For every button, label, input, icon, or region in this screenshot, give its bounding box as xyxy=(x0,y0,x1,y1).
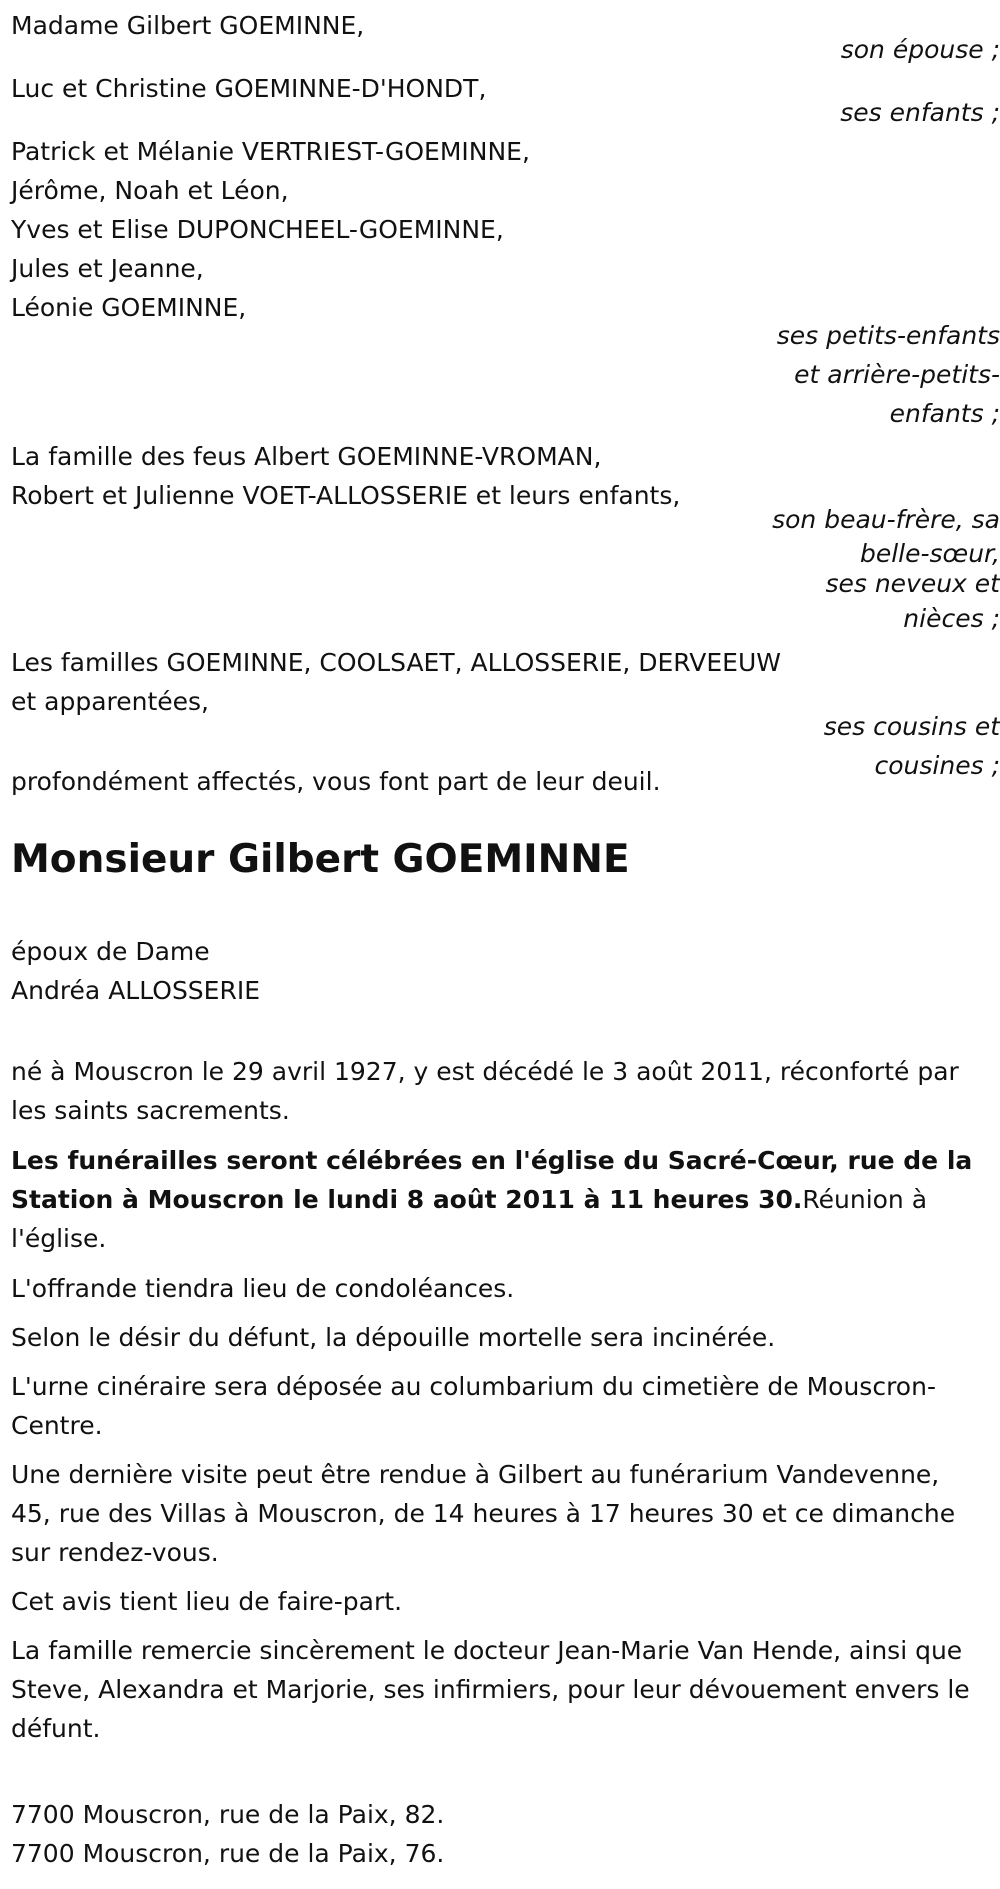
family-line: Les familles GOEMINNE, COOLSAET, ALLOSSERIE, DERVEEUW xyxy=(11,648,781,677)
notice-paragraph: L'urne cinéraire sera déposée au columbarium du cimetière de Mouscron-Centre. xyxy=(11,1372,936,1440)
closing-line: profondément affectés, vous font part de leur deuil. xyxy=(11,767,661,796)
address-line: 7700 Mouscron, rue de la Paix, 76. xyxy=(11,1839,445,1868)
family-line: La famille des feus Albert GOEMINNE-VROMAN, xyxy=(11,442,602,471)
notice-paragraph: Une dernière visite peut être rendue à Gilbert au funérarium Vandevenne, 45, rue des Villas à Mouscron, de 14 heures à 17 heures 30 et ce dimanche sur rendez-vous. xyxy=(11,1460,956,1567)
family-line: Jérôme, Noah et Léon, xyxy=(11,176,289,205)
family-line: Yves et Elise DUPONCHEEL-GOEMINNE, xyxy=(11,215,504,244)
funeral-details: Les funérailles seront célébrées en l'église du Sacré-Cœur, rue de la Station à Mouscron le lundi 8 août 2011 à 11 heures 30. xyxy=(11,1146,973,1214)
relation-label: ses cousins et cousines ; xyxy=(823,712,1000,780)
notice-paragraph: La famille remercie sincèrement le docteur Jean-Marie Van Hende, ainsi que Steve, Alexandra et Marjorie, ses infirmiers, pour leur dévouement envers le défunt. xyxy=(11,1636,970,1743)
birth-death-paragraph: né à Mouscron le 29 avril 1927, y est décédé le 3 août 2011, réconforté par les saints sacrements. xyxy=(11,1057,959,1125)
relation-label: ses enfants ; xyxy=(840,98,1000,127)
funeral-paragraph xyxy=(11,1141,986,1258)
family-line: et apparentées, xyxy=(11,687,209,716)
relation-label: son beau-frère, sa belle-sœur, ses neveux et nièces ; xyxy=(772,505,1000,633)
family-line: Madame Gilbert GOEMINNE, xyxy=(11,11,365,40)
notice-paragraph: L'offrande tiendra lieu de condoléances. xyxy=(11,1274,515,1303)
family-line: Jules et Jeanne, xyxy=(11,254,204,283)
family-line: Robert et Julienne VOET-ALLOSSERIE et leurs enfants, xyxy=(11,481,681,510)
notice-paragraph: Cet avis tient lieu de faire-part. xyxy=(11,1587,403,1616)
spouse-line: Andréa ALLOSSERIE xyxy=(11,976,261,1005)
family-line: Léonie GOEMINNE, xyxy=(11,293,247,322)
deceased-name: Monsieur Gilbert GOEMINNE xyxy=(11,837,630,882)
spouse-line: époux de Dame xyxy=(11,937,210,966)
family-line: Patrick et Mélanie VERTRIEST-GOEMINNE, xyxy=(11,137,530,166)
relation-label: ses petits-enfants et arrière-petits- enfants ; xyxy=(776,321,1000,428)
relation-label: son épouse ; xyxy=(840,35,1000,64)
address-line: 7700 Mouscron, rue de la Paix, 82. xyxy=(11,1800,445,1829)
notice-paragraph: Selon le désir du défunt, la dépouille mortelle sera incinérée. xyxy=(11,1323,776,1352)
family-line: Luc et Christine GOEMINNE-D'HONDT, xyxy=(11,74,487,103)
funeral-meeting: Réunion à l'église. xyxy=(11,1185,928,1253)
